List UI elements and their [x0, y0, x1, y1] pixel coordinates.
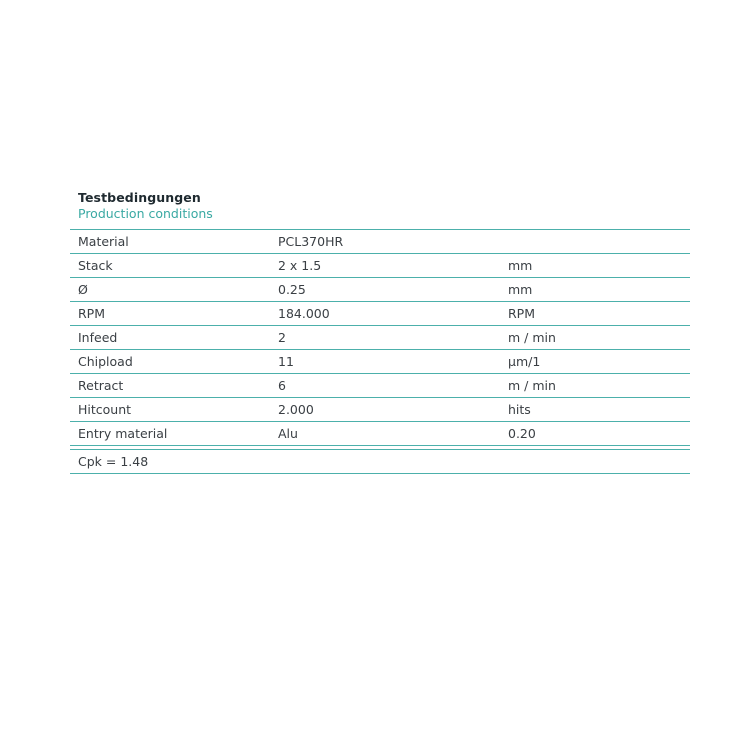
table-title-german: Testbedingungen	[78, 190, 201, 205]
row-value: Alu	[278, 426, 298, 441]
row-label: Ø	[78, 282, 88, 297]
table-row	[70, 302, 690, 326]
row-label: Chipload	[78, 354, 133, 369]
table-row	[70, 350, 690, 374]
row-value: 2.000	[278, 402, 314, 417]
row-unit: m / min	[508, 330, 556, 345]
row-unit: 0.20	[508, 426, 536, 441]
row-value: 0.25	[278, 282, 306, 297]
row-unit: m / min	[508, 378, 556, 393]
row-label: Hitcount	[78, 402, 132, 417]
table-row	[70, 326, 690, 350]
row-unit: hits	[508, 402, 531, 417]
cpk-value: Cpk = 1.48	[70, 450, 690, 474]
row-value: 11	[278, 354, 294, 369]
row-value: PCL370HR	[278, 234, 344, 249]
table-row	[70, 422, 690, 446]
table-row	[70, 278, 690, 302]
row-label: Material	[78, 234, 129, 249]
row-value: 2	[278, 330, 286, 345]
row-value: 2 x 1.5	[278, 258, 322, 273]
row-unit: µm/1	[508, 354, 541, 369]
table-row	[70, 230, 690, 254]
row-label: Stack	[78, 258, 113, 273]
row-label: Infeed	[78, 330, 118, 345]
row-value: 6	[278, 378, 286, 393]
production-conditions-table	[70, 190, 690, 474]
row-unit: mm	[508, 258, 533, 273]
row-label: RPM	[78, 306, 106, 321]
row-unit: mm	[508, 282, 533, 297]
table-row	[70, 374, 690, 398]
row-label: Entry material	[78, 426, 168, 441]
row-unit: RPM	[508, 306, 536, 321]
table-row	[70, 398, 690, 422]
row-label: Retract	[78, 378, 124, 393]
row-value: 184.000	[278, 306, 330, 321]
table-title-english: Production conditions	[78, 206, 213, 221]
table-row	[70, 254, 690, 278]
